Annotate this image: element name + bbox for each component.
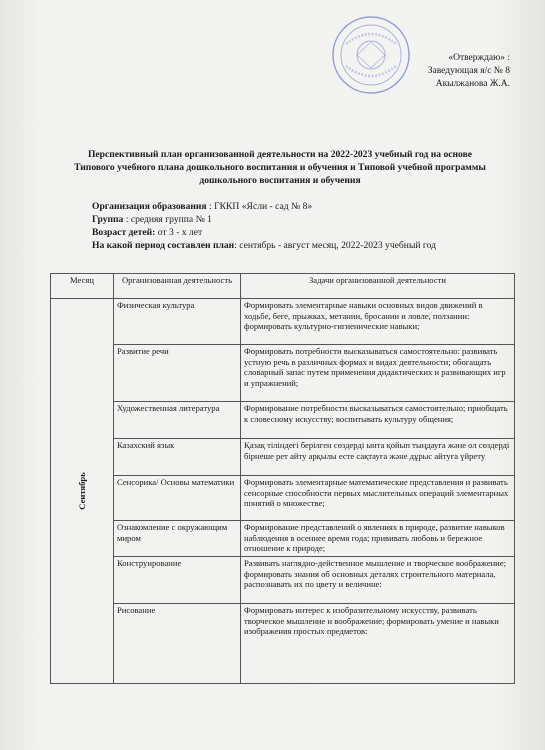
period-label: На какой период составлен план (92, 240, 235, 251)
table-row (51, 557, 515, 604)
approval-line-2: Заведующая я/с № 8 (427, 66, 510, 76)
period-line (92, 239, 436, 252)
header-activity: Организованная деятельность (114, 274, 241, 299)
age-line (92, 226, 436, 239)
month-cell (51, 299, 114, 684)
approval-block (380, 52, 510, 91)
group-label: Группа (92, 214, 124, 225)
task-cell: Формировать интерес к изобразительному искусству, развивать творческое мышление и воображение; формировать умение и навыки изображения простых предметов: (241, 604, 515, 684)
activity-cell: Художественная литература (114, 402, 241, 439)
age-value: от 3 - х лет (155, 227, 203, 238)
activity-cell: Ознакомление с окружающим миром (114, 521, 241, 557)
table-row (51, 345, 515, 402)
header-month: Месяц (51, 274, 114, 299)
task-cell: Формировать элементарные математические представления и развивать сенсорные способности первых мыслительных операций элементарных понятий о множестве; (241, 476, 515, 521)
task-cell: Формировать потребности высказываться самостоятельно: развивать устную речь в различных формах и видах деятельности; обогащать словарный запас путем применения дидактических и развивающих игр и упражнений; (241, 345, 515, 402)
approval-line-3: Акылжанова Ж.А. (435, 79, 510, 89)
group-line (92, 213, 436, 226)
document-title: Перспективный план организованной деятельности на 2022-2023 учебный год на основе Типового учебного плана дошкольного воспитания и обучения и Типовой учебной программы дошкольного воспитания и обучения (74, 149, 486, 186)
table-header-row (51, 274, 515, 299)
period-value: : сентябрь - август месяц, 2022-2023 учебный год (234, 240, 437, 251)
task-cell: Қазақ тіліндегі берілген сөздерді ынта қойып тыңдауға және ол сөздерді бірнеше рет айту арқылы есте сақтауға және дұрыс айтуға үйрету (241, 439, 515, 476)
task-cell: Формирование потребности высказываться самостоятельно; приобщать к словесному искусству; воспитывать культуру общения; (241, 402, 515, 439)
table-row (51, 299, 515, 345)
age-label: Возраст детей: (92, 227, 156, 238)
task-cell: Формировать элементарные навыки основных видов движений в ходьбе, беге, прыжках, метании, бросании и ловле, ползании: формировать культурно-гигиенические навыки; (241, 299, 515, 345)
activity-cell: Рисование (114, 604, 241, 684)
activity-cell: Развитие речи (114, 345, 241, 402)
month-label: Сентябрь (76, 472, 87, 510)
activity-cell: Физическая культура (114, 299, 241, 345)
plan-table (50, 273, 515, 684)
activity-cell: Сенсорика/ Основы математики (114, 476, 241, 521)
org-label: Организация образования (92, 201, 207, 212)
approval-line-1: «Отверждаю» : (448, 53, 510, 63)
table-row (51, 439, 515, 476)
task-cell: Формирование представлений о явлениях в природе, развитие навыков наблюдения в осеннее время года; прививать любовь и бережное отношение к природе; (241, 521, 515, 557)
org-line (92, 200, 436, 213)
table-row (51, 521, 515, 557)
header-tasks: Задачи организованной деятельности (241, 274, 515, 299)
table-row (51, 402, 515, 439)
activity-cell: Казахский язык (114, 439, 241, 476)
task-cell: Развивать наглядно-действенное мышление и творческое воображение; формировать знания об основных деталях строительного материала, распознавать их по цвету и величине: (241, 557, 515, 604)
table-row (51, 604, 515, 684)
table-row (51, 476, 515, 521)
activity-cell: Конструирование (114, 557, 241, 604)
org-value: : ГККП «Ясли - сад № 8» (206, 201, 313, 212)
group-value: : средняя группа № 1 (123, 214, 212, 225)
info-block (92, 200, 436, 252)
